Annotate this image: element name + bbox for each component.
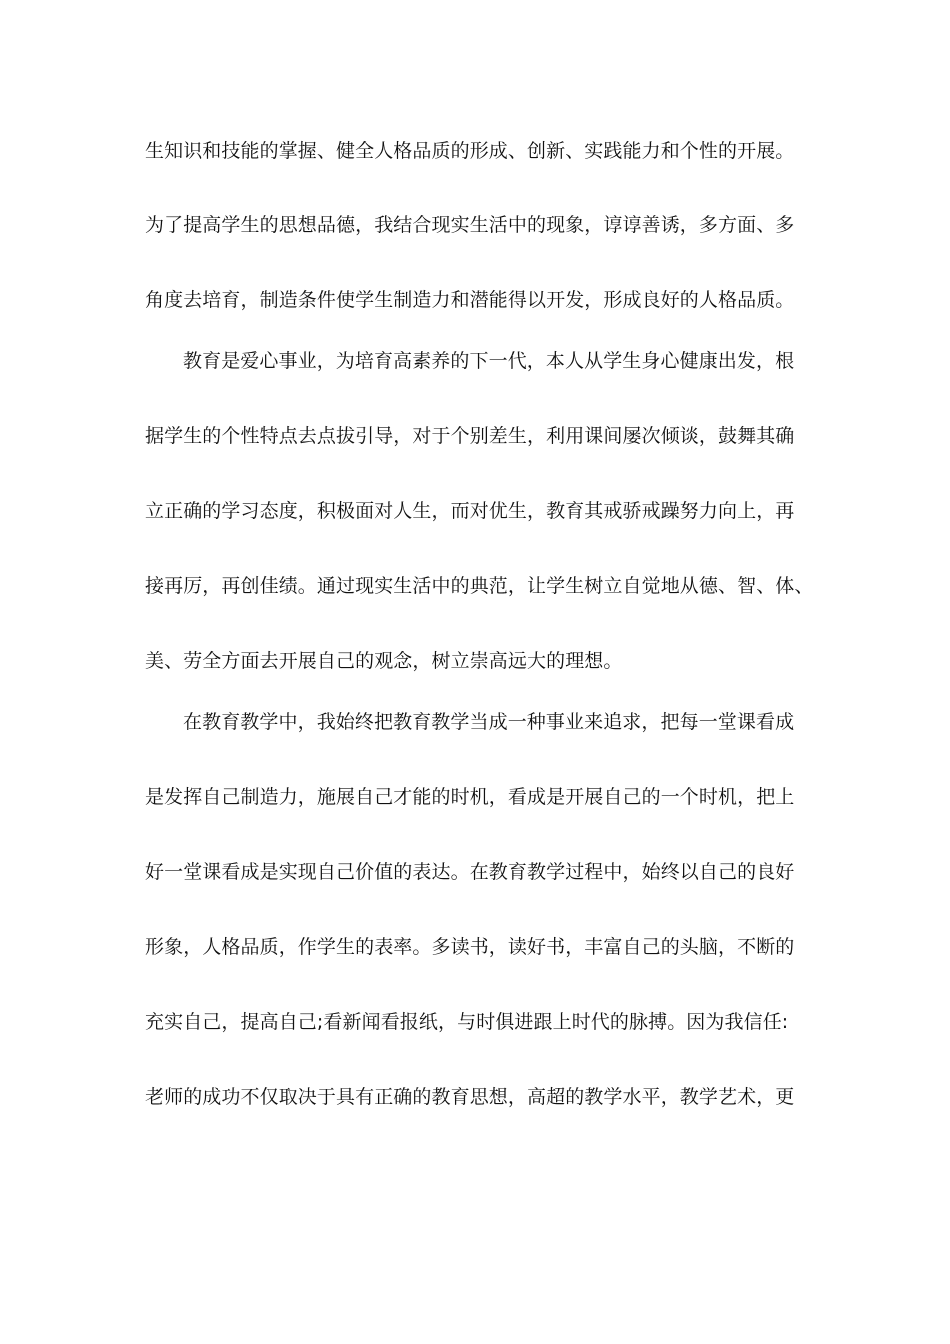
text-line-7: 接再厉，再创佳绩。通过现实生活中的典范，让学生树立自觉地从德、智、体、 [145,575,814,597]
text-line-12: 形象，人格品质，作学生的表率。多读书，读好书，丰富自己的头脑，不断的 [145,936,795,958]
text-line-14: 老师的成功不仅取决于具有正确的教育思想，高超的教学水平，教学艺术，更 [145,1086,795,1108]
text-line-6: 立正确的学习态度，积极面对人生，而对优生，教育其戒骄戒躁努力向上，再 [145,500,795,522]
paragraph-start-line-2: 在教育教学中，我始终把教育教学当成一种事业来追求，把每一堂课看成 [183,711,795,733]
text-line-3: 角度去培育，制造条件使学生制造力和潜能得以开发，形成良好的人格品质。 [145,289,795,311]
text-line-11: 好一堂课看成是实现自己价值的表达。在教育教学过程中，始终以自己的良好 [145,861,795,883]
text-line-1: 生知识和技能的掌握、健全人格品质的形成、创新、实践能力和个性的开展。 [145,140,795,162]
text-line-8: 美、劳全方面去开展自己的观念，树立崇高远大的理想。 [145,650,623,672]
text-line-13: 充实自己，提高自己;看新闻看报纸，与时俱进跟上时代的脉搏。因为我信任: [145,1011,789,1033]
text-line-5: 据学生的个性特点去点拔引导，对于个别差生，利用课间屡次倾谈，鼓舞其确 [145,425,795,447]
text-line-2: 为了提高学生的思想品德，我结合现实生活中的现象，谆谆善诱，多方面、多 [145,214,795,236]
paragraph-start-line-1: 教育是爱心事业，为培育高素养的下一代，本人从学生身心健康出发，根 [183,350,795,372]
text-line-10: 是发挥自己制造力，施展自己才能的时机，看成是开展自己的一个时机，把上 [145,786,795,808]
